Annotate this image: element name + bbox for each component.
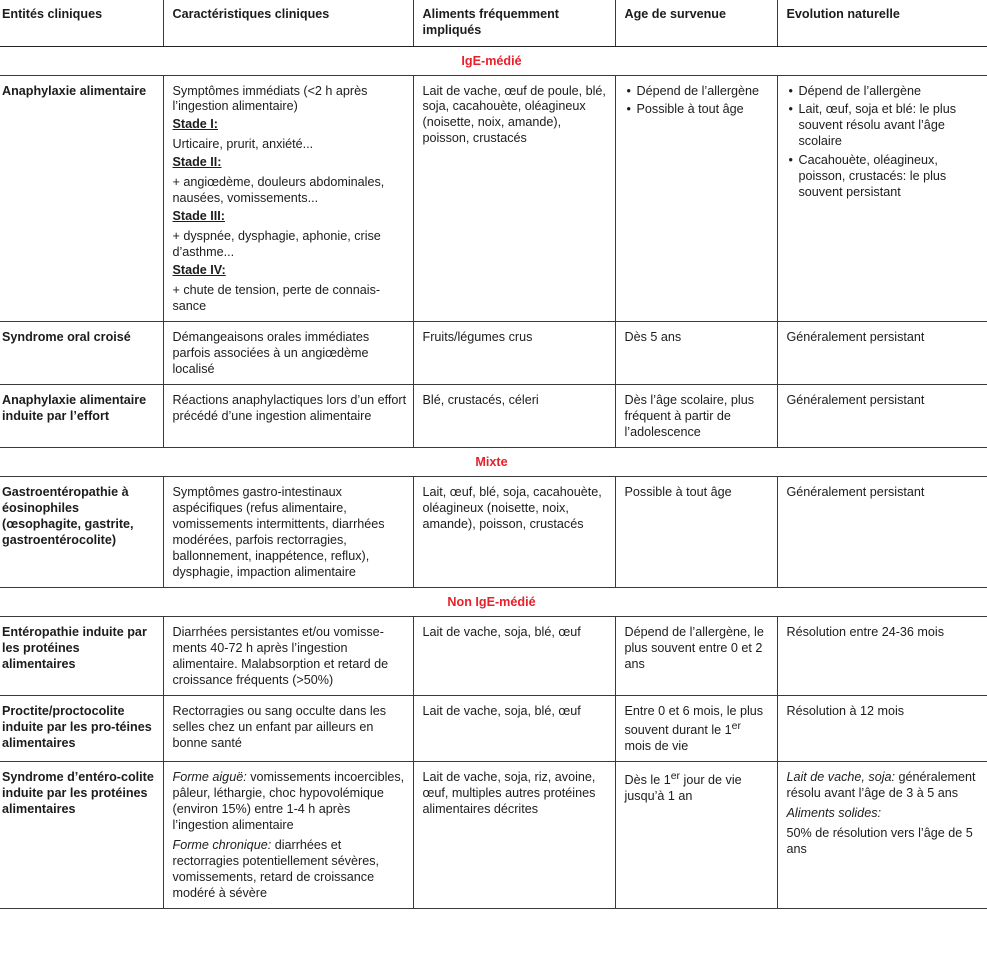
foods-cell: Lait de vache, œuf de poule, blé, soja, cacahouète, oléagineux (noisette, noix, amande), poisson, crustacés: [413, 75, 615, 322]
chronic-form-text: diarrhées et rectorragies potentiellement sévères, vomissements, retard de croissance modéré à sévère: [172, 838, 379, 901]
stage-label: Stade I:: [172, 117, 218, 132]
onset-cell: Dès 5 ans: [615, 322, 777, 385]
evolution-milk: [787, 770, 982, 802]
features-cell: [163, 75, 413, 322]
table-row: [0, 696, 987, 762]
onset-cell: [615, 696, 777, 762]
stage-label: Stade IV:: [172, 263, 226, 278]
features-cell: Diarrhées persistantes et/ou vomisse-ments 40-72 h après l’ingestion alimentaire. Malabsorption et retard de croissance fréquents (>50%): [163, 617, 413, 696]
header-onset: Age de survenue: [615, 0, 777, 46]
table-row: [0, 75, 987, 322]
foods-cell: Lait, œuf, blé, soja, cacahouète, oléagineux (noisette, noix, amande), poisson, crustacés: [413, 477, 615, 588]
features-cell: Rectorragies ou sang occulte dans les selles chez un enfant par ailleurs en bonne santé: [163, 696, 413, 762]
entity-cell: Proctite/proctocolite induite par les pro-téines alimentaires: [0, 696, 163, 762]
onset-text: jour de vie jusqu’à 1 an: [624, 773, 742, 804]
ordinal-suffix: er: [670, 770, 681, 783]
onset-cell: Dès l’âge scolaire, plus fréquent à partir de l’adolescence: [615, 385, 777, 448]
stage-text: + chute de tension, perte de connais-sance: [172, 283, 381, 314]
table-row: [0, 477, 987, 588]
features-cell: Symptômes gastro-intestinaux aspécifiques (refus alimentaire, vomissements intermittents, diarrhées modérées, parfois rectorragies, ballonnement, inappétence, reflux), dysphagie, impaction alimentaire: [163, 477, 413, 588]
foods-cell: Lait de vache, soja, riz, avoine, œuf, multiples autres protéines alimentaires décrites: [413, 762, 615, 909]
evolution-bullet: • Dépend de l’allergène: [787, 84, 982, 100]
table-row: [0, 385, 987, 448]
section-title-ige: IgE-médié: [0, 46, 987, 75]
foods-cell: Fruits/légumes crus: [413, 322, 615, 385]
chronic-form-label: Forme chronique:: [172, 838, 272, 853]
header-evolution: Evolution naturelle: [777, 0, 987, 46]
section-row: [0, 448, 987, 477]
section-row: [0, 588, 987, 617]
chronic-form: [173, 838, 407, 902]
entity-cell: Gastroentéropathie à éosinophiles (œsophagite, gastrite, gastroentérocolite): [0, 477, 163, 588]
evolution-milk-label: Lait de vache, soja:: [786, 770, 896, 785]
stage-label: Stade III:: [172, 209, 225, 224]
onset-bullet: • Dépend de l’allergène: [625, 84, 771, 100]
onset-bullet: • Possible à tout âge: [625, 102, 771, 118]
ordinal-suffix: er: [731, 720, 741, 733]
onset-text: mois de vie: [624, 739, 689, 754]
evolution-cell: [777, 75, 987, 322]
evolution-bullet: • Cacahouète, oléagineux, poisson, crustacés: le plus souvent persistant: [787, 153, 982, 201]
header-entity: Entités cliniques: [0, 0, 163, 46]
entity-cell: Syndrome oral croisé: [0, 322, 163, 385]
section-title-non-ige: Non IgE-médié: [0, 588, 987, 617]
acute-form-text: vomissements incoercibles, pâleur, léthargie, choc hypovolémique (environ 15%) entre 1-4 h après l’ingestion alimentaire: [172, 770, 405, 833]
section-title-mixte: Mixte: [0, 448, 987, 477]
acute-form-label: Forme aiguë:: [172, 770, 247, 785]
foods-cell: Lait de vache, soja, blé, œuf: [413, 696, 615, 762]
table-row: [0, 322, 987, 385]
evolution-cell: Généralement persistant: [777, 322, 987, 385]
entity-cell: Anaphylaxie alimentaire induite par l’effort: [0, 385, 163, 448]
evolution-cell: Résolution entre 24-36 mois: [777, 617, 987, 696]
table-row: [0, 617, 987, 696]
evolution-cell: Résolution à 12 mois: [777, 696, 987, 762]
onset-cell: [615, 762, 777, 909]
entity-cell: Entéropathie induite par les protéines alimentaires: [0, 617, 163, 696]
onset-cell: Dépend de l’allergène, le plus souvent entre 0 et 2 ans: [615, 617, 777, 696]
stage-label: Stade II:: [172, 155, 222, 170]
features-cell: Démangeaisons orales immédiates parfois associées à un angiœdème localisé: [163, 322, 413, 385]
stage-text: + dyspnée, dysphagie, aphonie, crise d’asthme...: [172, 229, 381, 260]
evolution-solid-text: 50% de résolution vers l’âge de 5 ans: [786, 826, 973, 857]
header-row: [0, 0, 987, 46]
features-cell: [163, 762, 413, 909]
foods-cell: Lait de vache, soja, blé, œuf: [413, 617, 615, 696]
evolution-cell: [777, 762, 987, 909]
evolution-milk-text: généralement résolu avant l’âge de 3 à 5 ans: [786, 770, 976, 801]
entity-cell: Anaphylaxie alimentaire: [0, 75, 163, 322]
onset-cell: Possible à tout âge: [615, 477, 777, 588]
evolution-solid-label: Aliments solides:: [786, 806, 881, 821]
onset-cell: [615, 75, 777, 322]
features-cell: Réactions anaphylactiques lors d’un effort précédé d’une ingestion alimentaire: [163, 385, 413, 448]
stage-text: Urticaire, prurit, anxiété...: [172, 137, 314, 152]
onset-text: Entre 0 et 6 mois, le plus souvent durant le 1: [624, 704, 764, 738]
header-foods: Aliments fréquemment impliqués: [413, 0, 615, 46]
onset-text: Dès le 1: [624, 773, 671, 788]
section-row: [0, 46, 987, 75]
evolution-cell: Généralement persistant: [777, 385, 987, 448]
table-row: [0, 762, 987, 909]
entity-cell: Syndrome d’entéro-colite induite par les protéines alimentaires: [0, 762, 163, 909]
features-intro: Symptômes immédiats (<2 h après l’ingestion alimentaire): [172, 83, 368, 114]
foods-cell: Blé, crustacés, céleri: [413, 385, 615, 448]
header-features: Caractéristiques cliniques: [163, 0, 413, 46]
evolution-bullet: • Lait, œuf, soja et blé: le plus souvent résolu avant l’âge scolaire: [787, 102, 982, 150]
evolution-cell: Généralement persistant: [777, 477, 987, 588]
stage-text: + angiœdème, douleurs abdominales, nausées, vomissements...: [172, 175, 385, 206]
acute-form: [173, 770, 407, 834]
